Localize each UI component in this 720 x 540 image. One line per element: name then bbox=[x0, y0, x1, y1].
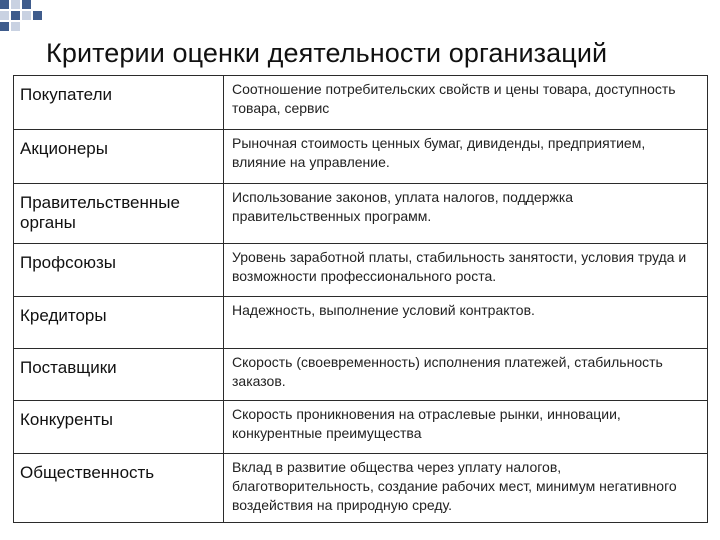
evaluation-criteria: Уровень заработной платы, стабильность занятости, условия труда и возможности профессионального роста. bbox=[224, 244, 708, 297]
evaluation-criteria: Надежность, выполнение условий контрактов. bbox=[224, 297, 708, 349]
stakeholder-group: Правительственные органы bbox=[14, 184, 224, 244]
table-row bbox=[14, 76, 708, 130]
evaluation-criteria: Рыночная стоимость ценных бумаг, дивиденды, предприятием, влияние на управление. bbox=[224, 130, 708, 184]
evaluation-criteria: Скорость проникновения на отраслевые рынки, инновации, конкурентные преимущества bbox=[224, 401, 708, 454]
stakeholder-group: Общественность bbox=[14, 454, 224, 523]
deco-square bbox=[0, 0, 9, 9]
table-row bbox=[14, 244, 708, 297]
table-row bbox=[14, 297, 708, 349]
stakeholder-group: Кредиторы bbox=[14, 297, 224, 349]
stakeholder-group: Акционеры bbox=[14, 130, 224, 184]
evaluation-criteria: Вклад в развитие общества через уплату налогов, благотворительность, создание рабочих мест, минимум негативного воздействия на природную среду. bbox=[224, 454, 708, 523]
deco-square bbox=[11, 11, 20, 20]
table-row bbox=[14, 401, 708, 454]
deco-square bbox=[0, 11, 9, 20]
stakeholder-group: Профсоюзы bbox=[14, 244, 224, 297]
deco-square bbox=[0, 22, 9, 31]
table-row bbox=[14, 130, 708, 184]
slide-title: Критерии оценки деятельности организаций bbox=[46, 38, 608, 68]
evaluation-criteria: Соотношение потребительских свойств и цены товара, доступность товара, сервис bbox=[224, 76, 708, 130]
deco-square bbox=[11, 22, 20, 31]
table-row bbox=[14, 349, 708, 401]
deco-square bbox=[22, 0, 31, 9]
deco-square bbox=[33, 11, 42, 20]
criteria-table bbox=[13, 75, 708, 523]
stakeholder-group: Поставщики bbox=[14, 349, 224, 401]
table-row bbox=[14, 454, 708, 523]
stakeholder-group: Конкуренты bbox=[14, 401, 224, 454]
deco-square bbox=[22, 11, 31, 20]
stakeholder-group: Покупатели bbox=[14, 76, 224, 130]
table-row bbox=[14, 184, 708, 244]
evaluation-criteria: Скорость (своевременность) исполнения платежей, стабильность заказов. bbox=[224, 349, 708, 401]
evaluation-criteria: Использование законов, уплата налогов, поддержка правительственных программ. bbox=[224, 184, 708, 244]
corner-squares-decoration bbox=[0, 0, 56, 36]
deco-square bbox=[11, 0, 20, 9]
